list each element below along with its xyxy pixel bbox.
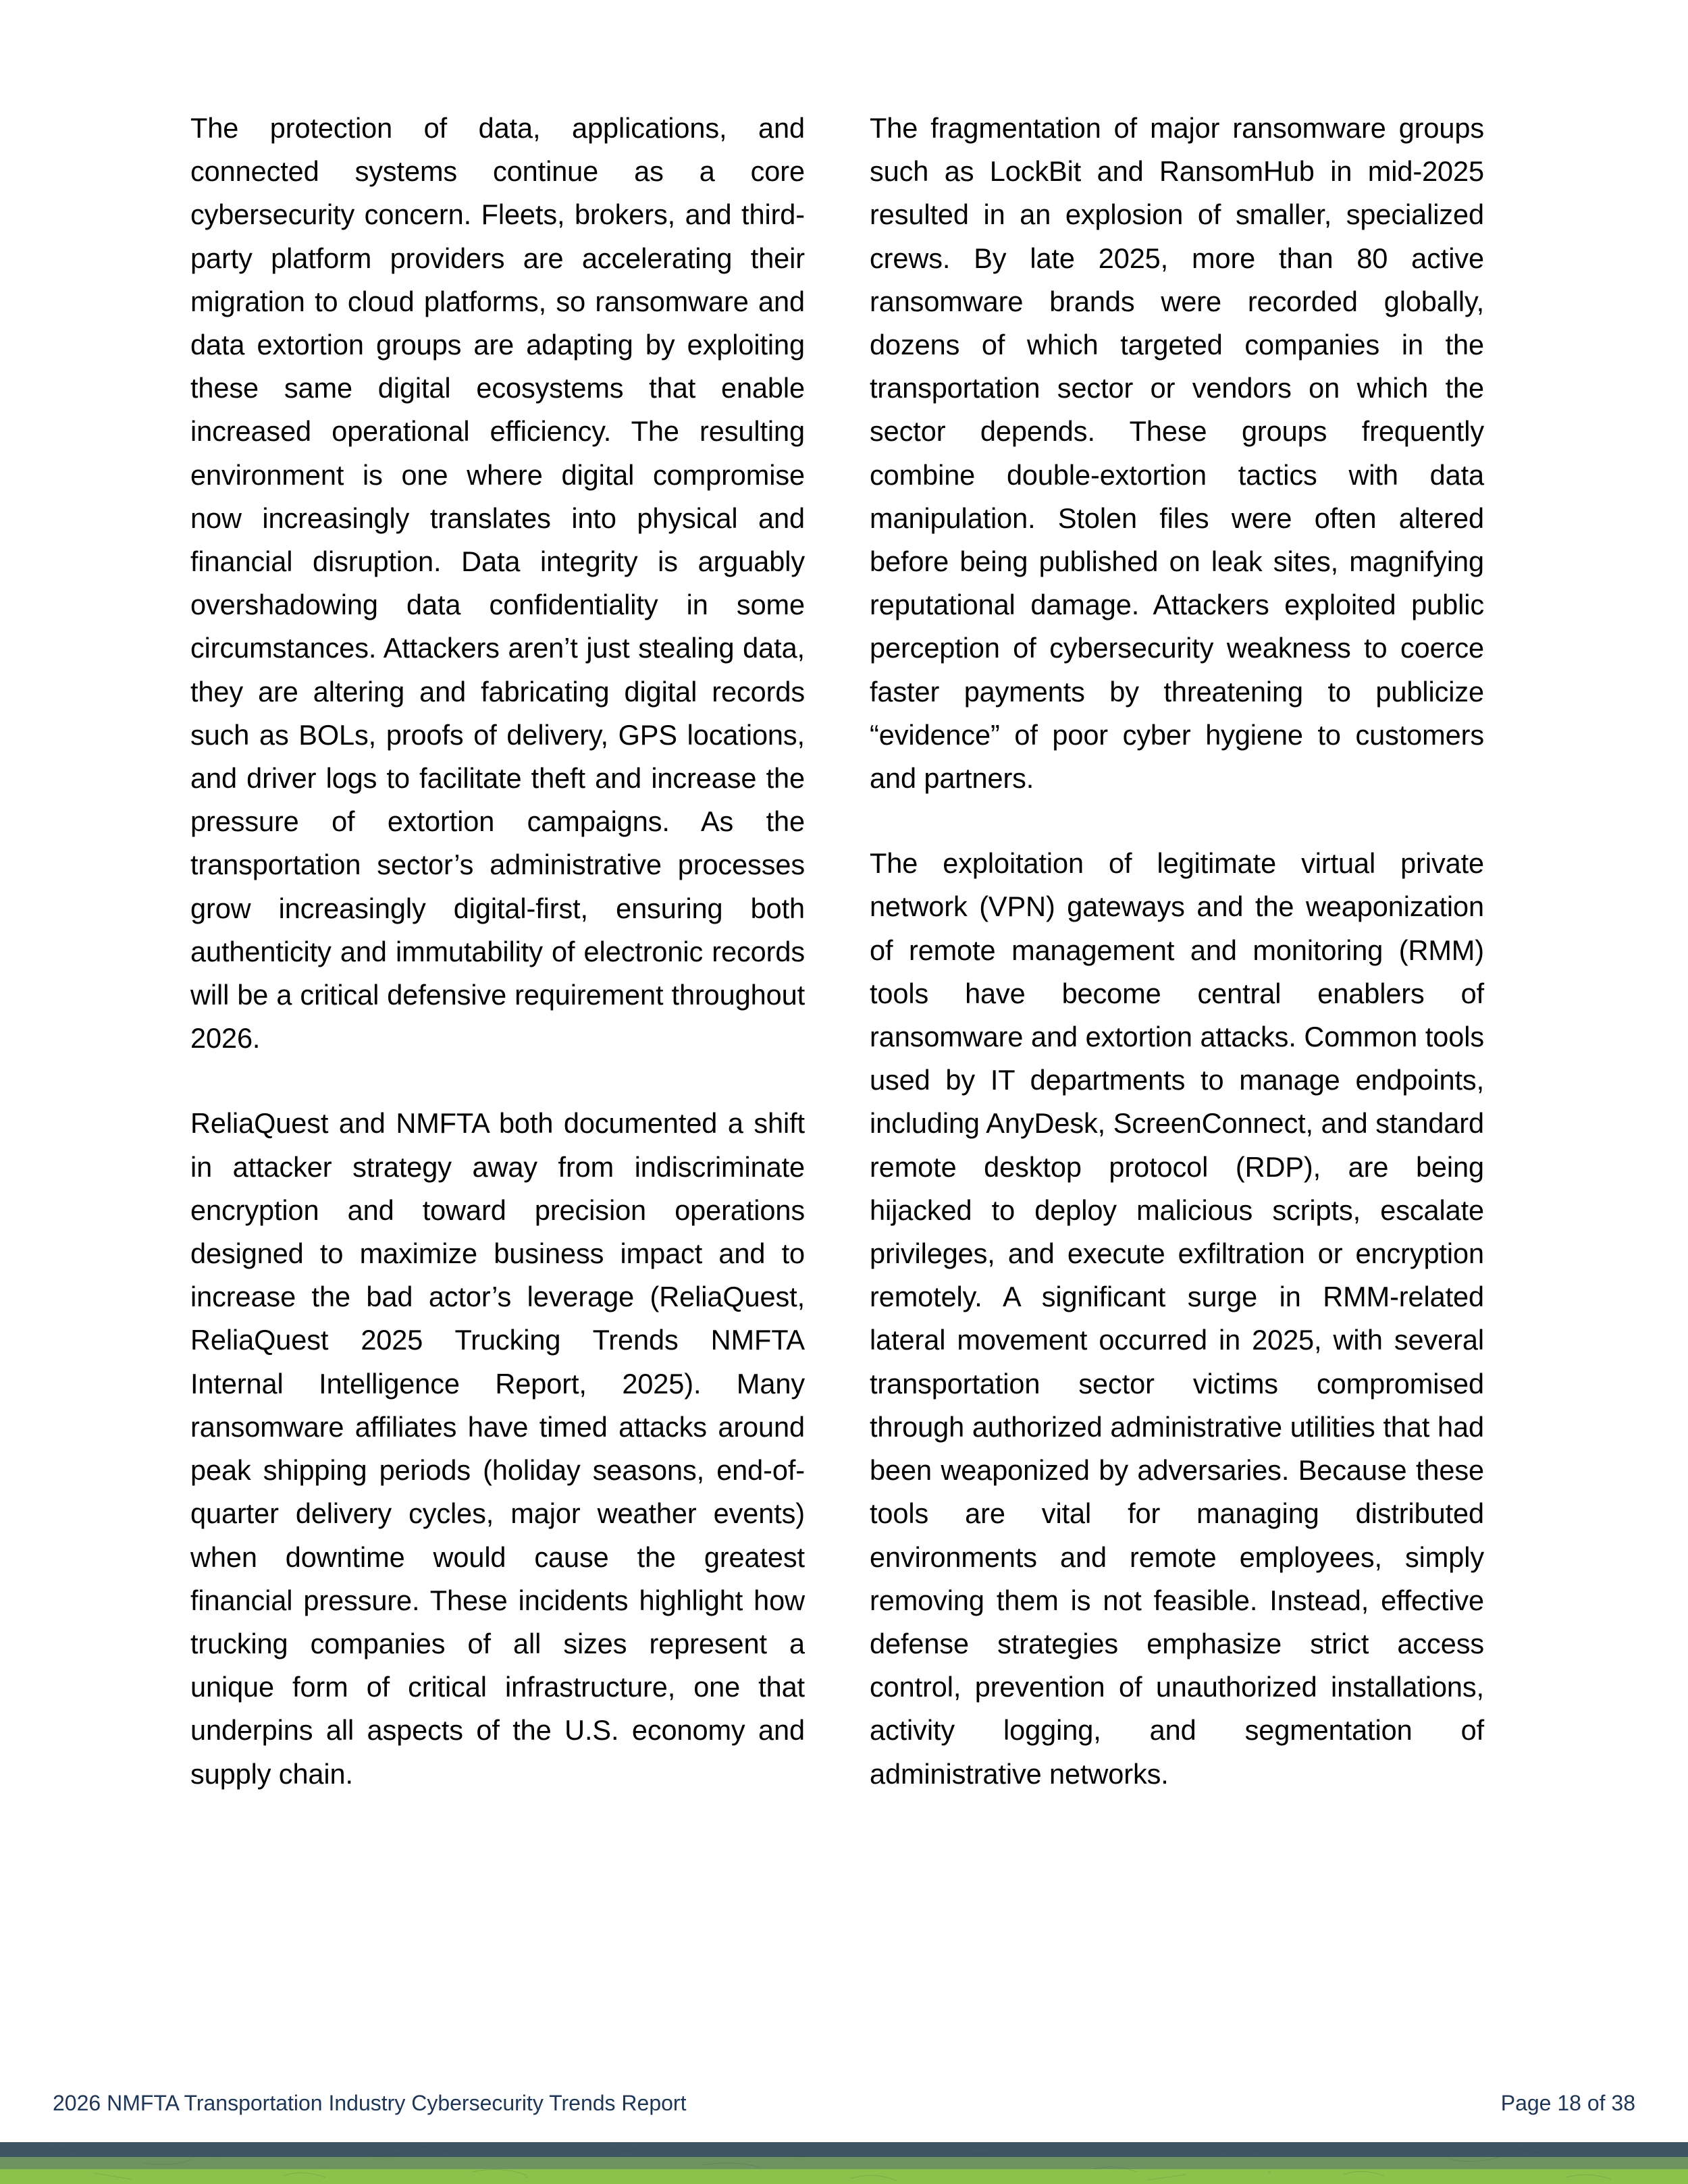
footer-page-number: Page 18 of 38: [1500, 2091, 1635, 2115]
paragraph: The fragmentation of major ransomware groups such as LockBit and RansomHub in mid-2025 resulted in an explosion of smaller, specialized crews. By late 2025, more than 80 active ransomware brands were recorded globally, dozens of which targeted companies in the transportation sector or vendors on which the sector depends. These groups frequently combine double-extortion tactics with data manipulation. Stolen files were often altered before being published on leak sites, magnifying reputational damage. Attackers exploited public perception of cybersecurity weakness to coerce faster payments by threatening to publicize “evidence” of poor cyber hygiene to customers and partners.: [870, 112, 1484, 795]
paragraph: ReliaQuest and NMFTA both documented a shift in attacker strategy away from indiscriminate encryption and toward precision operations designed to maximize business impact and to increase the bad actor’s leverage (ReliaQuest, ReliaQuest 2025 Trucking Trends NMFTA Internal Intelligence Report, 2025). Many ransomware affiliates have timed attacks around peak shipping periods (holiday seasons, end-of-quarter delivery cycles, major weather events) when downtime would cause the greatest financial pressure. These incidents highlight how trucking companies of all sizes represent a unique form of critical infrastructure, one that underpins all aspects of the U.S. economy and supply chain.: [190, 1107, 805, 1790]
band-dark: [0, 2142, 1688, 2157]
footer-document-title: 2026 NMFTA Transportation Industry Cybersecurity Trends Report: [53, 2091, 687, 2115]
paragraph: The protection of data, applications, and connected systems continue as a core cybersecurity concern. Fleets, brokers, and third-party platform providers are accelerating their migration to cloud platforms, so ransomware and data extortion groups are adapting by exploiting these same digital ecosystems that enable increased operational efficiency. The resulting environment is one where digital compromise now increasingly translates into physical and financial disruption. Data integrity is arguably overshadowing data confidentiality in some circumstances. Attackers aren’t just stealing data, they are altering and fabricating digital records such as BOLs, proofs of delivery, GPS locations, and driver logs to facilitate theft and increase the pressure of extortion campaigns. As the transportation sector’s administrative processes grow increasingly digital-first, ensuring both authenticity and immutability of electronic records will be a critical defensive requirement throughout 2026.: [190, 112, 805, 1055]
paragraph: The exploitation of legitimate virtual private network (VPN) gateways and the weaponization of remote management and monitoring (RMM) tools have become central enablers of ransomware and extortion attacks. Common tools used by IT departments to manage endpoints, including AnyDesk, ScreenConnect, and standard remote desktop protocol (RDP), are being hijacked to deploy malicious scripts, escalate privileges, and execute exfiltration or encryption remotely. A significant surge in RMM-related lateral movement occurred in 2025, with several transportation sector victims compromised through authorized administrative utilities that had been weaponized by adversaries. Because these tools are vital for managing distributed environments and remote employees, simply removing them is not feasible. Instead, effective defense strategies emphasize strict access control, prevention of unauthorized installations, activity logging, and segmentation of administrative networks.: [870, 847, 1484, 1790]
band-mid: [0, 2157, 1688, 2169]
band-light: [0, 2169, 1688, 2184]
right-column: [870, 107, 1484, 1796]
body-content: [190, 107, 1484, 1796]
page-footer: [0, 2083, 1688, 2123]
left-column: [190, 107, 805, 1796]
footer-decorative-bands: [0, 2142, 1688, 2184]
